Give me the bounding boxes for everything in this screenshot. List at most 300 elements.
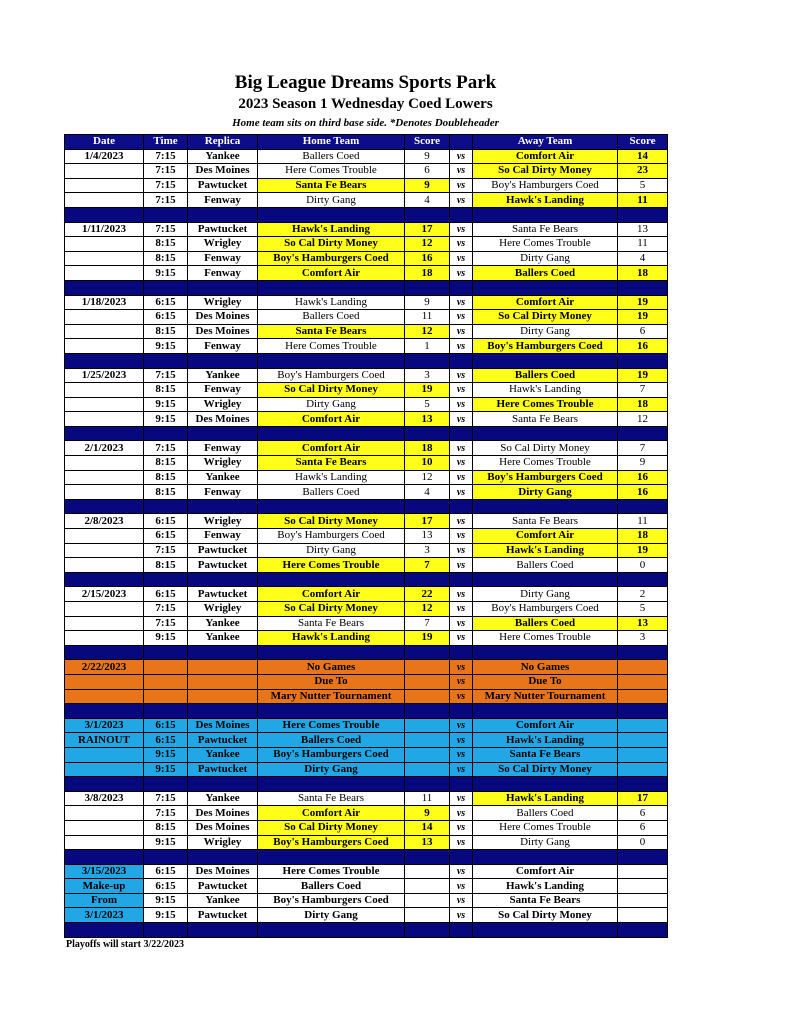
- game-row: [65, 149, 668, 164]
- replica-cell: Fenway: [188, 383, 258, 398]
- separator-cell: [188, 499, 258, 514]
- time-cell: 8:15: [144, 558, 188, 573]
- separator-cell: [618, 572, 668, 587]
- replica-cell: Yankee: [188, 791, 258, 806]
- home-score-cell: [405, 747, 450, 762]
- away-team-cell: Santa Fe Bears: [473, 222, 618, 237]
- vs-cell: vs: [450, 178, 473, 193]
- date-cell: [65, 835, 144, 850]
- away-team-cell: Santa Fe Bears: [473, 747, 618, 762]
- away-team-cell: Santa Fe Bears: [473, 412, 618, 427]
- separator-cell: [258, 777, 405, 792]
- date-cell: 2/1/2023: [65, 441, 144, 456]
- time-cell: 7:15: [144, 368, 188, 383]
- separator-cell: [188, 704, 258, 719]
- separator-cell: [65, 280, 144, 295]
- separator-cell: [450, 499, 473, 514]
- vs-cell: vs: [450, 689, 473, 704]
- week-separator: [65, 704, 668, 719]
- date-cell: [65, 456, 144, 471]
- week-separator: [65, 850, 668, 865]
- replica-cell: Des Moines: [188, 310, 258, 325]
- home-score-cell: 11: [405, 310, 450, 325]
- replica-cell: Fenway: [188, 529, 258, 544]
- away-team-cell: Santa Fe Bears: [473, 893, 618, 908]
- separator-cell: [618, 704, 668, 719]
- replica-cell: Wrigley: [188, 397, 258, 412]
- away-score-cell: 9: [618, 456, 668, 471]
- home-score-cell: 17: [405, 222, 450, 237]
- away-score-cell: 6: [618, 820, 668, 835]
- date-cell: [65, 178, 144, 193]
- date-cell: [65, 310, 144, 325]
- separator-cell: [65, 499, 144, 514]
- vs-cell: vs: [450, 762, 473, 777]
- away-score-cell: 7: [618, 441, 668, 456]
- game-row: [65, 908, 668, 923]
- date-cell: [65, 689, 144, 704]
- away-team-cell: Here Comes Trouble: [473, 820, 618, 835]
- away-team-cell: Hawk's Landing: [473, 543, 618, 558]
- vs-cell: vs: [450, 237, 473, 252]
- date-cell: Make-up: [65, 879, 144, 894]
- separator-cell: [618, 923, 668, 938]
- time-cell: 8:15: [144, 324, 188, 339]
- home-score-cell: [405, 718, 450, 733]
- separator-cell: [258, 207, 405, 222]
- home-score-cell: [405, 660, 450, 675]
- home-score-cell: 22: [405, 587, 450, 602]
- date-cell: 1/11/2023: [65, 222, 144, 237]
- home-score-cell: 19: [405, 631, 450, 646]
- replica-cell: Des Moines: [188, 324, 258, 339]
- vs-cell: vs: [450, 835, 473, 850]
- game-row: [65, 747, 668, 762]
- away-score-cell: 16: [618, 339, 668, 354]
- week-separator: [65, 572, 668, 587]
- separator-cell: [144, 923, 188, 938]
- away-team-cell: So Cal Dirty Money: [473, 310, 618, 325]
- away-team-cell: Hawk's Landing: [473, 193, 618, 208]
- time-cell: 9:15: [144, 762, 188, 777]
- away-team-cell: Due To: [473, 674, 618, 689]
- home-team-cell: So Cal Dirty Money: [258, 514, 405, 529]
- game-row: [65, 631, 668, 646]
- home-score-cell: 3: [405, 368, 450, 383]
- separator-cell: [405, 572, 450, 587]
- away-team-cell: Boy's Hamburgers Coed: [473, 470, 618, 485]
- home-team-cell: Hawk's Landing: [258, 295, 405, 310]
- separator-cell: [188, 923, 258, 938]
- home-score-cell: 13: [405, 529, 450, 544]
- game-row: [65, 616, 668, 631]
- week-separator: [65, 426, 668, 441]
- separator-cell: [65, 572, 144, 587]
- separator-cell: [473, 923, 618, 938]
- home-score-cell: [405, 689, 450, 704]
- home-score-cell: [405, 864, 450, 879]
- date-cell: [65, 602, 144, 617]
- away-team-cell: Here Comes Trouble: [473, 397, 618, 412]
- separator-cell: [65, 426, 144, 441]
- away-score-cell: 13: [618, 616, 668, 631]
- replica-cell: Wrigley: [188, 514, 258, 529]
- vs-cell: vs: [450, 529, 473, 544]
- away-score-cell: 5: [618, 602, 668, 617]
- away-score-cell: [618, 893, 668, 908]
- time-cell: 6:15: [144, 295, 188, 310]
- vs-cell: vs: [450, 397, 473, 412]
- home-team-cell: Ballers Coed: [258, 485, 405, 500]
- game-row: [65, 339, 668, 354]
- date-cell: [65, 383, 144, 398]
- time-cell: 8:15: [144, 383, 188, 398]
- page-subtitle: 2023 Season 1 Wednesday Coed Lowers: [238, 96, 493, 112]
- col-header-home-score: Score: [405, 135, 450, 150]
- home-score-cell: 18: [405, 266, 450, 281]
- home-team-cell: Here Comes Trouble: [258, 558, 405, 573]
- date-cell: 2/8/2023: [65, 514, 144, 529]
- separator-cell: [450, 704, 473, 719]
- separator-cell: [450, 923, 473, 938]
- separator-cell: [144, 280, 188, 295]
- time-cell: 9:15: [144, 412, 188, 427]
- home-team-cell: Boy's Hamburgers Coed: [258, 368, 405, 383]
- separator-cell: [473, 426, 618, 441]
- date-cell: [65, 747, 144, 762]
- vs-cell: vs: [450, 456, 473, 471]
- game-row: [65, 266, 668, 281]
- separator-cell: [473, 572, 618, 587]
- away-team-cell: Here Comes Trouble: [473, 237, 618, 252]
- vs-cell: vs: [450, 470, 473, 485]
- replica-cell: Yankee: [188, 368, 258, 383]
- date-cell: [65, 820, 144, 835]
- date-cell: [65, 339, 144, 354]
- away-team-cell: Ballers Coed: [473, 806, 618, 821]
- home-team-cell: Santa Fe Bears: [258, 324, 405, 339]
- separator-cell: [144, 777, 188, 792]
- replica-cell: Pawtucket: [188, 762, 258, 777]
- date-cell: 1/25/2023: [65, 368, 144, 383]
- home-score-cell: 10: [405, 456, 450, 471]
- home-team-cell: Dirty Gang: [258, 397, 405, 412]
- away-score-cell: [618, 733, 668, 748]
- replica-cell: [188, 689, 258, 704]
- home-score-cell: 3: [405, 543, 450, 558]
- separator-cell: [65, 777, 144, 792]
- date-cell: [65, 412, 144, 427]
- away-score-cell: 16: [618, 470, 668, 485]
- vs-cell: vs: [450, 266, 473, 281]
- vs-cell: vs: [450, 514, 473, 529]
- separator-cell: [258, 499, 405, 514]
- date-cell: [65, 193, 144, 208]
- replica-cell: Fenway: [188, 266, 258, 281]
- away-team-cell: Here Comes Trouble: [473, 631, 618, 646]
- away-team-cell: No Games: [473, 660, 618, 675]
- game-row: [65, 310, 668, 325]
- date-cell: [65, 237, 144, 252]
- away-score-cell: 0: [618, 835, 668, 850]
- away-score-cell: 3: [618, 631, 668, 646]
- replica-cell: Wrigley: [188, 237, 258, 252]
- away-team-cell: Comfort Air: [473, 529, 618, 544]
- separator-cell: [258, 280, 405, 295]
- time-cell: 8:15: [144, 456, 188, 471]
- vs-cell: vs: [450, 310, 473, 325]
- away-score-cell: 2: [618, 587, 668, 602]
- time-cell: 9:15: [144, 747, 188, 762]
- vs-cell: vs: [450, 558, 473, 573]
- home-score-cell: [405, 674, 450, 689]
- game-row: [65, 558, 668, 573]
- home-team-cell: Here Comes Trouble: [258, 864, 405, 879]
- home-team-cell: Boy's Hamburgers Coed: [258, 529, 405, 544]
- game-row: [65, 674, 668, 689]
- separator-cell: [65, 923, 144, 938]
- footer-note: Playoffs will start 3/22/2023: [66, 939, 185, 950]
- separator-cell: [618, 645, 668, 660]
- game-row: [65, 295, 668, 310]
- away-team-cell: Ballers Coed: [473, 266, 618, 281]
- replica-cell: [188, 674, 258, 689]
- replica-cell: Pawtucket: [188, 222, 258, 237]
- home-team-cell: Boy's Hamburgers Coed: [258, 747, 405, 762]
- vs-cell: vs: [450, 485, 473, 500]
- time-cell: 8:15: [144, 820, 188, 835]
- game-row: [65, 835, 668, 850]
- separator-cell: [188, 777, 258, 792]
- week-separator: [65, 207, 668, 222]
- away-score-cell: 19: [618, 543, 668, 558]
- home-score-cell: [405, 762, 450, 777]
- home-team-cell: Dirty Gang: [258, 193, 405, 208]
- vs-cell: vs: [450, 149, 473, 164]
- home-score-cell: 13: [405, 835, 450, 850]
- page-note: Home team sits on third base side. *Denotes Doubleheader: [232, 117, 499, 129]
- vs-cell: vs: [450, 718, 473, 733]
- away-score-cell: 6: [618, 806, 668, 821]
- away-score-cell: 11: [618, 193, 668, 208]
- separator-cell: [258, 923, 405, 938]
- home-team-cell: Dirty Gang: [258, 908, 405, 923]
- home-score-cell: 12: [405, 324, 450, 339]
- time-cell: 9:15: [144, 835, 188, 850]
- away-team-cell: Boy's Hamburgers Coed: [473, 178, 618, 193]
- replica-cell: Yankee: [188, 747, 258, 762]
- time-cell: 6:15: [144, 514, 188, 529]
- time-cell: 8:15: [144, 485, 188, 500]
- away-score-cell: 12: [618, 412, 668, 427]
- replica-cell: Wrigley: [188, 295, 258, 310]
- home-team-cell: No Games: [258, 660, 405, 675]
- away-team-cell: Hawk's Landing: [473, 733, 618, 748]
- replica-cell: Fenway: [188, 193, 258, 208]
- time-cell: 7:15: [144, 806, 188, 821]
- game-row: [65, 441, 668, 456]
- home-team-cell: Hawk's Landing: [258, 222, 405, 237]
- away-score-cell: [618, 689, 668, 704]
- home-team-cell: So Cal Dirty Money: [258, 820, 405, 835]
- date-cell: [65, 485, 144, 500]
- home-score-cell: 13: [405, 412, 450, 427]
- home-score-cell: 9: [405, 295, 450, 310]
- separator-cell: [405, 704, 450, 719]
- time-cell: 6:15: [144, 718, 188, 733]
- game-row: [65, 718, 668, 733]
- vs-cell: vs: [450, 383, 473, 398]
- away-team-cell: Mary Nutter Tournament: [473, 689, 618, 704]
- away-team-cell: Hawk's Landing: [473, 879, 618, 894]
- vs-cell: vs: [450, 193, 473, 208]
- replica-cell: Des Moines: [188, 864, 258, 879]
- away-team-cell: Boy's Hamburgers Coed: [473, 339, 618, 354]
- separator-cell: [450, 850, 473, 865]
- game-row: [65, 164, 668, 179]
- game-row: [65, 485, 668, 500]
- home-team-cell: Comfort Air: [258, 412, 405, 427]
- away-score-cell: 13: [618, 222, 668, 237]
- home-team-cell: Hawk's Landing: [258, 631, 405, 646]
- game-row: [65, 529, 668, 544]
- away-team-cell: Here Comes Trouble: [473, 456, 618, 471]
- home-score-cell: 12: [405, 470, 450, 485]
- game-row: [65, 762, 668, 777]
- separator-cell: [450, 645, 473, 660]
- time-cell: 8:15: [144, 470, 188, 485]
- home-score-cell: [405, 733, 450, 748]
- date-cell: [65, 674, 144, 689]
- col-header-date: Date: [65, 135, 144, 150]
- separator-cell: [450, 426, 473, 441]
- date-cell: 2/22/2023: [65, 660, 144, 675]
- home-team-cell: Ballers Coed: [258, 310, 405, 325]
- separator-cell: [405, 645, 450, 660]
- separator-cell: [258, 572, 405, 587]
- time-cell: 6:15: [144, 864, 188, 879]
- replica-cell: Des Moines: [188, 820, 258, 835]
- home-team-cell: Comfort Air: [258, 266, 405, 281]
- date-cell: [65, 529, 144, 544]
- away-team-cell: So Cal Dirty Money: [473, 441, 618, 456]
- replica-cell: Pawtucket: [188, 558, 258, 573]
- home-score-cell: 9: [405, 149, 450, 164]
- away-score-cell: 18: [618, 266, 668, 281]
- game-row: [65, 397, 668, 412]
- home-team-cell: Santa Fe Bears: [258, 178, 405, 193]
- replica-cell: Yankee: [188, 631, 258, 646]
- separator-cell: [144, 850, 188, 865]
- home-score-cell: 14: [405, 820, 450, 835]
- away-team-cell: Dirty Gang: [473, 251, 618, 266]
- replica-cell: Pawtucket: [188, 587, 258, 602]
- separator-cell: [144, 207, 188, 222]
- game-row: [65, 193, 668, 208]
- game-row: [65, 791, 668, 806]
- home-team-cell: Due To: [258, 674, 405, 689]
- game-row: [65, 879, 668, 894]
- replica-cell: Wrigley: [188, 602, 258, 617]
- time-cell: 7:15: [144, 149, 188, 164]
- game-row: [65, 412, 668, 427]
- separator-cell: [473, 207, 618, 222]
- replica-cell: Pawtucket: [188, 178, 258, 193]
- date-cell: 2/15/2023: [65, 587, 144, 602]
- vs-cell: vs: [450, 412, 473, 427]
- game-row: [65, 251, 668, 266]
- col-header-away-team: Away Team: [473, 135, 618, 150]
- home-team-cell: Boy's Hamburgers Coed: [258, 251, 405, 266]
- page-title: Big League Dreams Sports Park: [234, 72, 497, 93]
- away-team-cell: Dirty Gang: [473, 485, 618, 500]
- replica-cell: Fenway: [188, 251, 258, 266]
- separator-cell: [144, 426, 188, 441]
- separator-cell: [65, 645, 144, 660]
- game-row: [65, 456, 668, 471]
- game-row: [65, 178, 668, 193]
- vs-cell: vs: [450, 251, 473, 266]
- away-score-cell: 0: [618, 558, 668, 573]
- home-team-cell: Comfort Air: [258, 587, 405, 602]
- separator-cell: [405, 280, 450, 295]
- away-score-cell: [618, 864, 668, 879]
- away-team-cell: Comfort Air: [473, 149, 618, 164]
- col-header-replica: Replica: [188, 135, 258, 150]
- vs-cell: vs: [450, 295, 473, 310]
- header-row: [65, 135, 668, 150]
- separator-cell: [618, 850, 668, 865]
- home-team-cell: Here Comes Trouble: [258, 339, 405, 354]
- time-cell: 9:15: [144, 397, 188, 412]
- away-team-cell: Ballers Coed: [473, 616, 618, 631]
- vs-cell: vs: [450, 908, 473, 923]
- date-cell: [65, 397, 144, 412]
- replica-cell: Fenway: [188, 339, 258, 354]
- away-score-cell: [618, 762, 668, 777]
- home-score-cell: 6: [405, 164, 450, 179]
- date-cell: From: [65, 893, 144, 908]
- time-cell: 8:15: [144, 251, 188, 266]
- home-score-cell: 7: [405, 558, 450, 573]
- separator-cell: [258, 353, 405, 368]
- game-row: [65, 543, 668, 558]
- vs-cell: vs: [450, 879, 473, 894]
- home-team-cell: Santa Fe Bears: [258, 456, 405, 471]
- away-score-cell: 5: [618, 178, 668, 193]
- separator-cell: [473, 645, 618, 660]
- away-score-cell: 4: [618, 251, 668, 266]
- time-cell: 6:15: [144, 310, 188, 325]
- date-cell: 3/8/2023: [65, 791, 144, 806]
- replica-cell: Pawtucket: [188, 543, 258, 558]
- home-score-cell: 12: [405, 237, 450, 252]
- game-row: [65, 660, 668, 675]
- date-cell: [65, 762, 144, 777]
- away-score-cell: 11: [618, 514, 668, 529]
- separator-cell: [65, 353, 144, 368]
- game-row: [65, 806, 668, 821]
- col-header-vs: [450, 135, 473, 150]
- away-team-cell: Dirty Gang: [473, 587, 618, 602]
- separator-cell: [618, 777, 668, 792]
- separator-cell: [450, 777, 473, 792]
- separator-cell: [618, 353, 668, 368]
- separator-cell: [618, 426, 668, 441]
- separator-cell: [405, 850, 450, 865]
- time-cell: 7:15: [144, 616, 188, 631]
- game-row: [65, 237, 668, 252]
